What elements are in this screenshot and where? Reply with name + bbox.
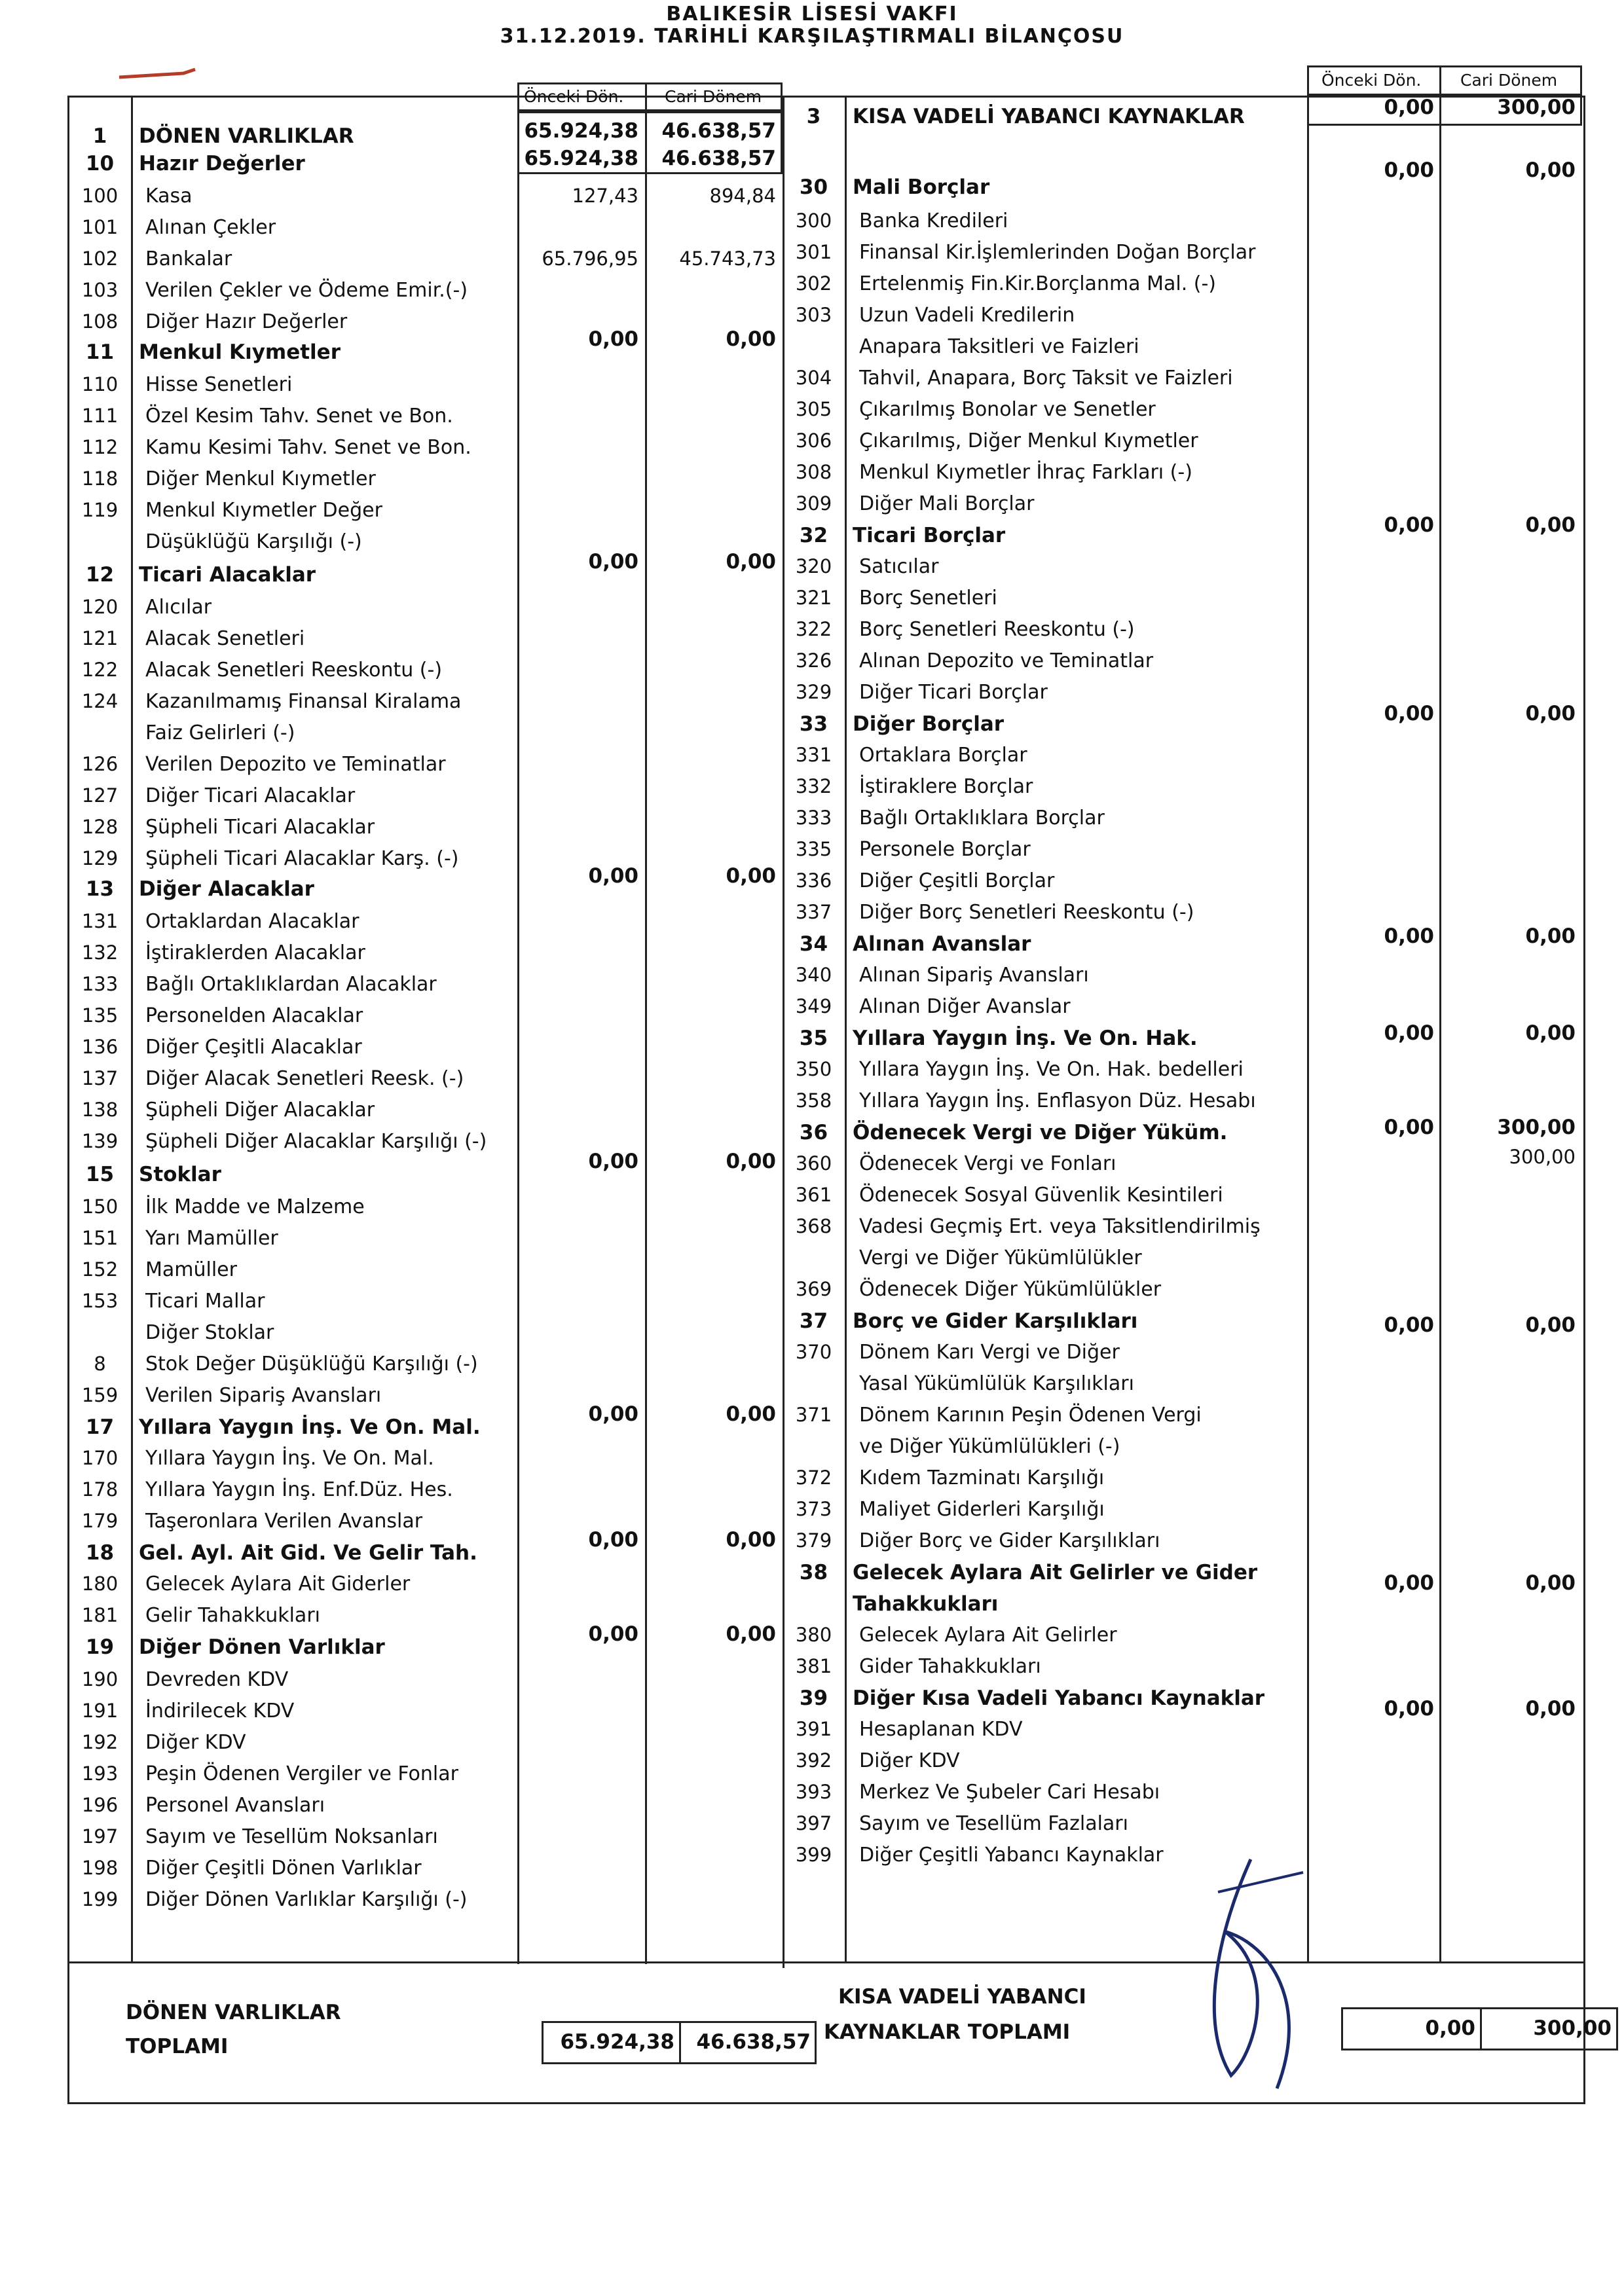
curr-amount: 0,00 [1525,158,1576,182]
account-label: Vadesi Geçmiş Ert. veya Taksitlendirilmiş [859,1215,1261,1238]
account-label: Diğer Çeşitli Dönen Varlıklar [145,1857,422,1880]
right-total-prev: 0,00 [1425,2016,1475,2040]
account-code: 3 [806,105,821,128]
account-code: 331 [795,744,832,766]
account-label: Alıcılar [145,596,212,619]
account-label: DÖNEN VARLIKLAR [139,124,354,148]
account-label: Ödenecek Vergi ve Fonları [859,1152,1116,1175]
account-code: 17 [85,1415,115,1439]
account-label: Diğer KDV [145,1731,246,1754]
account-code: 37 [799,1309,828,1333]
curr-amount: 0,00 [726,864,776,888]
account-label: Diğer Hazır Değerler [145,310,348,333]
left-total-prev: 65.924,38 [560,2030,674,2054]
account-label: Borç ve Gider Karşılıkları [853,1309,1138,1333]
curr-amount: 0,00 [1525,702,1576,725]
account-label: Personel Avansları [145,1794,325,1817]
account-label: Yıllara Yaygın İnş. Enflasyon Düz. Hesabı [859,1089,1256,1112]
account-label: Verilen Depozito ve Teminatlar [145,753,446,776]
account-label: Alacak Senetleri [145,627,305,650]
account-code: 12 [85,563,115,587]
account-code: 118 [81,467,119,490]
account-label: Ödenecek Vergi ve Diğer Yüküm. [853,1121,1228,1144]
account-code: 19 [85,1635,115,1659]
account-code: 1 [92,124,107,148]
account-label: Diğer Alacak Senetleri Reesk. (-) [145,1067,464,1090]
prev-amount: 0,00 [588,327,638,351]
pen-mark-icon [118,64,196,84]
account-label: Gelecek Aylara Ait Gelirler ve Gider [853,1561,1258,1584]
account-label: Kamu Kesimi Tahv. Senet ve Bon. [145,436,471,459]
account-label: Ticari Mallar [145,1290,265,1313]
account-label: Yıllara Yaygın İnş. Ve On. Hak. [853,1027,1198,1050]
account-label: Yıllara Yaygın İnş. Enf.Düz. Hes. [145,1478,453,1501]
account-label: Alınan Sipariş Avansları [859,964,1089,987]
account-code: 102 [81,247,119,270]
prev-amount: 0,00 [1384,158,1434,182]
account-code: 126 [81,753,119,775]
account-label: Yarı Mamüller [145,1227,278,1250]
prev-amount: 127,43 [572,185,638,207]
account-label: Diğer Alacaklar [139,877,314,901]
account-code: 309 [795,492,832,515]
account-label: Menkul Kıymetler İhraç Farkları (-) [859,461,1192,484]
account-label: Diğer KDV [859,1749,960,1772]
prev-amount: 0,00 [588,1402,638,1426]
account-label: Şüpheli Diğer Alacaklar [145,1099,375,1121]
prev-amount: 0,00 [1384,1697,1434,1721]
account-code: 151 [81,1227,119,1249]
account-label: Ertelenmiş Fin.Kir.Borçlanma Mal. (-) [859,272,1217,295]
prev-amount: 0,00 [1384,96,1434,119]
prev-amount: 65.796,95 [542,247,638,270]
account-label: Kıdem Tazminatı Karşılığı [859,1467,1105,1489]
account-code: 108 [81,310,119,333]
account-code: 190 [81,1668,119,1690]
account-code: 11 [85,340,115,364]
account-label: Alınan Diğer Avanslar [859,995,1071,1018]
account-code: 360 [795,1152,832,1175]
left-total-curr: 46.638,57 [696,2030,811,2054]
account-code: 304 [795,367,832,389]
account-label: Yıllara Yaygın İnş. Ve On. Mal. [139,1415,481,1439]
account-code: 369 [795,1278,832,1300]
curr-amount: 46.638,57 [661,147,776,170]
account-label: Hisse Senetleri [145,373,293,396]
account-label: Ortaklara Borçlar [859,744,1027,767]
account-code: 179 [81,1510,119,1532]
prev-amount: 0,00 [588,1528,638,1552]
account-label: Menkul Kıymetler [139,340,341,364]
curr-amount: 0,00 [726,1528,776,1552]
account-code: 124 [81,690,119,712]
curr-amount: 0,00 [726,1150,776,1173]
account-label: Anapara Taksitleri ve Faizleri [859,335,1139,358]
prev-amount: 0,00 [1384,1313,1434,1337]
account-code: 321 [795,587,832,609]
account-code: 308 [795,461,832,483]
account-code: 329 [795,681,832,703]
account-label: Borç Senetleri [859,587,997,610]
account-code: 392 [795,1749,832,1772]
account-label: Stok Değer Düşüklüğü Karşılığı (-) [145,1353,478,1376]
account-label-cont: Tahakkukları [853,1592,999,1616]
account-label: Ödenecek Sosyal Güvenlik Kesintileri [859,1184,1223,1207]
account-code: 361 [795,1184,832,1206]
prev-amount: 0,00 [1384,1116,1434,1139]
account-code: 100 [81,185,119,207]
account-code: 372 [795,1467,832,1489]
curr-amount: 46.638,57 [661,119,776,143]
right-curr-header: Cari Dönem [1460,71,1558,90]
account-code: 121 [81,627,119,649]
account-code: 302 [795,272,832,295]
account-code: 370 [795,1341,832,1363]
account-code: 393 [795,1781,832,1803]
account-label: Dönem Karı Vergi ve Diğer [859,1341,1120,1364]
account-label: Peşin Ödenen Vergiler ve Fonlar [145,1762,458,1785]
account-code: 13 [85,877,115,901]
account-label: Diğer Çeşitli Alacaklar [145,1036,362,1059]
account-code: 38 [799,1561,828,1584]
document-title: 31.12.2019. TARİHLİ KARŞILAŞTIRMALI BİLANÇOSU [500,25,1124,48]
account-label: Diğer Ticari Borçlar [859,681,1048,704]
account-label: Gelecek Aylara Ait Gelirler [859,1624,1117,1647]
curr-amount: 894,84 [709,185,776,207]
account-label: Maliyet Giderleri Karşılığı [859,1498,1105,1521]
account-label: İndirilecek KDV [145,1700,295,1722]
right-total-label-2: KAYNAKLAR TOPLAMI [824,2020,1071,2044]
prev-amount: 65.924,38 [524,147,638,170]
signature-mark [1179,1853,1323,2095]
curr-amount: 0,00 [726,1402,776,1426]
account-code: 326 [795,649,832,672]
account-label: Dönem Karının Peşin Ödenen Vergi [859,1404,1202,1427]
prev-amount: 0,00 [588,1622,638,1646]
account-code: 373 [795,1498,832,1520]
account-code: 368 [795,1215,832,1237]
left-curr-header: Cari Dönem [665,87,762,106]
account-label: Devreden KDV [145,1668,289,1691]
account-code: 301 [795,241,832,263]
prev-amount: 0,00 [1384,513,1434,537]
account-code: 198 [81,1857,119,1879]
account-label: Alınan Depozito ve Teminatlar [859,649,1154,672]
account-label: Bağlı Ortaklıklara Borçlar [859,807,1105,829]
account-code: 191 [81,1700,119,1722]
account-code: 35 [799,1027,828,1050]
account-code: 305 [795,398,832,420]
account-code: 152 [81,1258,119,1281]
account-label: Ticari Borçlar [853,524,1006,547]
account-label: Şüpheli Ticari Alacaklar Karş. (-) [145,847,459,870]
prev-amount: 0,00 [588,864,638,888]
account-label: Çıkarılmış, Diğer Menkul Kıymetler [859,429,1198,452]
account-code: 39 [799,1686,828,1710]
account-label: Borç Senetleri Reeskontu (-) [859,618,1135,641]
account-code: 36 [799,1121,828,1144]
account-label: Bağlı Ortaklıklardan Alacaklar [145,973,437,996]
prev-amount: 0,00 [588,550,638,574]
account-label: İlk Madde ve Malzeme [145,1195,365,1218]
account-label: Diğer Mali Borçlar [859,492,1035,515]
account-label: Yasal Yükümlülük Karşılıkları [859,1372,1134,1395]
account-label: Diğer Dönen Varlıklar Karşılığı (-) [145,1888,468,1911]
account-label: Şüpheli Ticari Alacaklar [145,816,375,839]
curr-amount: 0,00 [1525,1021,1576,1045]
account-code: 399 [795,1844,832,1866]
account-code: 34 [799,932,828,956]
account-code: 322 [795,618,832,640]
prev-amount: 0,00 [1384,1571,1434,1595]
account-code: 197 [81,1825,119,1848]
account-label: Bankalar [145,247,232,270]
account-code: 129 [81,847,119,869]
curr-amount: 0,00 [726,327,776,351]
account-label: Banka Kredileri [859,210,1008,232]
account-code: 8 [94,1353,106,1375]
account-code: 111 [81,405,119,427]
account-code: 337 [795,901,832,923]
curr-amount: 0,00 [726,550,776,574]
account-code: 127 [81,784,119,807]
account-code: 32 [799,524,828,547]
account-label: Satıcılar [859,555,939,578]
left-prev-header: Önceki Dön. [524,87,624,106]
account-code: 103 [81,279,119,301]
account-code: 320 [795,555,832,577]
account-code: 135 [81,1004,119,1027]
account-code: 122 [81,659,119,681]
account-code: 137 [81,1067,119,1089]
account-label: Taşeronlara Verilen Avanslar [145,1510,423,1533]
account-label: KISA VADELİ YABANCI KAYNAKLAR [853,105,1245,128]
account-label: Alınan Çekler [145,216,276,239]
account-label: Kazanılmamış Finansal Kiralama [145,690,462,713]
left-total-label-1: DÖNEN VARLIKLAR [126,2001,341,2024]
account-code: 136 [81,1036,119,1058]
curr-amount: 0,00 [1525,1697,1576,1721]
account-label: Alacak Senetleri Reeskontu (-) [145,659,443,682]
account-label: Uzun Vadeli Kredilerin [859,304,1075,327]
account-code: 159 [81,1384,119,1406]
account-label: Diğer Stoklar [145,1321,274,1344]
account-label: Personelden Alacaklar [145,1004,363,1027]
account-code: 101 [81,216,119,238]
account-label: Menkul Kıymetler Değer [145,499,382,522]
account-label: Vergi ve Diğer Yükümlülükler [859,1247,1142,1269]
account-label: Hesaplanan KDV [859,1718,1023,1741]
account-label: Gider Tahakkukları [859,1655,1041,1678]
account-label: Tahvil, Anapara, Borç Taksit ve Faizleri [859,367,1233,390]
account-label: Şüpheli Diğer Alacaklar Karşılığı (-) [145,1130,487,1153]
curr-amount: 0,00 [1525,1571,1576,1595]
curr-amount: 45.743,73 [679,247,776,270]
account-label: Ödenecek Diğer Yükümlülükler [859,1278,1162,1301]
account-label: Ticari Alacaklar [139,563,316,587]
account-code: 132 [81,941,119,964]
account-code: 306 [795,429,832,452]
account-code: 199 [81,1888,119,1910]
account-label: Diğer Borç ve Gider Karşılıkları [859,1529,1160,1552]
account-label: Çıkarılmış Bonolar ve Senetler [859,398,1156,421]
prev-amount: 0,00 [1384,1021,1434,1045]
account-code: 193 [81,1762,119,1785]
account-code: 131 [81,910,119,932]
curr-amount: 300,00 [1509,1146,1576,1168]
account-code: 358 [795,1089,832,1112]
account-code: 178 [81,1478,119,1501]
account-label: Sayım ve Tesellüm Fazlaları [859,1812,1128,1835]
account-code: 139 [81,1130,119,1152]
account-code: 379 [795,1529,832,1552]
account-code: 110 [81,373,119,395]
curr-amount: 300,00 [1497,96,1576,119]
account-label: Diğer Ticari Alacaklar [145,784,356,807]
curr-amount: 0,00 [1525,1313,1576,1337]
account-code: 349 [795,995,832,1017]
account-code: 170 [81,1447,119,1469]
prev-amount: 0,00 [1384,702,1434,725]
account-label: Diğer Çeşitli Yabancı Kaynaklar [859,1844,1164,1867]
account-code: 180 [81,1573,119,1595]
account-label: Diğer Çeşitli Borçlar [859,869,1055,892]
curr-amount: 300,00 [1497,1116,1576,1139]
account-code: 181 [81,1604,119,1626]
account-label: Diğer Borç Senetleri Reeskontu (-) [859,901,1194,924]
account-label: Sayım ve Tesellüm Noksanları [145,1825,438,1848]
account-label: Kasa [145,185,193,208]
curr-amount: 0,00 [1525,924,1576,948]
account-label: Mali Borçlar [853,175,990,199]
account-label: İştiraklere Borçlar [859,775,1033,798]
account-label: Yıllara Yaygın İnş. Ve On. Mal. [145,1447,434,1470]
prev-amount: 0,00 [588,1150,638,1173]
account-code: 340 [795,964,832,986]
account-code: 336 [795,869,832,892]
account-code: 133 [81,973,119,995]
account-code: 333 [795,807,832,829]
account-code: 196 [81,1794,119,1816]
account-code: 335 [795,838,832,860]
account-label: Diğer Dönen Varlıklar [139,1635,385,1659]
right-total-label-1: KISA VADELİ YABANCI [838,1985,1086,2009]
account-label: ve Diğer Yükümlülükleri (-) [859,1435,1120,1458]
account-code: 138 [81,1099,119,1121]
account-code: 153 [81,1290,119,1312]
account-code: 380 [795,1624,832,1646]
account-code: 128 [81,816,119,838]
account-code: 350 [795,1058,832,1080]
account-code: 397 [795,1812,832,1834]
curr-amount: 0,00 [726,1622,776,1646]
account-label: Özel Kesim Tahv. Senet ve Bon. [145,405,453,428]
account-code: 112 [81,436,119,458]
account-label: Alınan Avanslar [853,932,1031,956]
account-code: 10 [85,152,115,175]
account-label: İştiraklerden Alacaklar [145,941,365,964]
account-label: Mamüller [145,1258,237,1281]
account-code: 15 [85,1163,115,1186]
account-code: 18 [85,1541,115,1565]
account-code: 192 [81,1731,119,1753]
prev-amount: 65.924,38 [524,119,638,143]
account-label: Ortaklardan Alacaklar [145,910,360,933]
account-label: Hazır Değerler [139,152,305,175]
right-prev-header: Önceki Dön. [1321,71,1422,90]
account-label: Diğer Borçlar [853,712,1005,736]
account-label: Finansal Kir.İşlemlerinden Doğan Borçlar [859,241,1256,264]
account-code: 150 [81,1195,119,1218]
account-code: 300 [795,210,832,232]
account-code: 119 [81,499,119,521]
account-label: Verilen Sipariş Avansları [145,1384,382,1407]
account-label: Faiz Gelirleri (-) [145,721,295,744]
account-code: 303 [795,304,832,326]
left-total-label-2: TOPLAMI [126,2035,229,2058]
curr-amount: 0,00 [1525,513,1576,537]
account-code: 391 [795,1718,832,1740]
account-code: 381 [795,1655,832,1677]
account-label: Merkez Ve Şubeler Cari Hesabı [859,1781,1160,1804]
account-code: 332 [795,775,832,797]
account-label: Personele Borçlar [859,838,1031,861]
org-name: BALIKESİR LİSESİ VAKFI [666,3,958,26]
account-label: Gel. Ayl. Ait Gid. Ve Gelir Tah. [139,1541,477,1565]
account-label: Yıllara Yaygın İnş. Ve On. Hak. bedelleri [859,1058,1244,1081]
account-label: Diğer Menkul Kıymetler [145,467,376,490]
account-code: 120 [81,596,119,618]
account-label: Gelir Tahakkukları [145,1604,320,1627]
account-label: Diğer Kısa Vadeli Yabancı Kaynaklar [853,1686,1265,1710]
account-code: 33 [799,712,828,736]
prev-amount: 0,00 [1384,924,1434,948]
right-total-curr: 300,00 [1533,2016,1612,2040]
account-code: 371 [795,1404,832,1426]
account-label: Düşüklüğü Karşılığı (-) [145,530,362,553]
account-code: 30 [799,175,828,199]
account-label: Gelecek Aylara Ait Giderler [145,1573,411,1595]
account-label: Verilen Çekler ve Ödeme Emir.(-) [145,279,468,302]
account-label: Stoklar [139,1163,221,1186]
